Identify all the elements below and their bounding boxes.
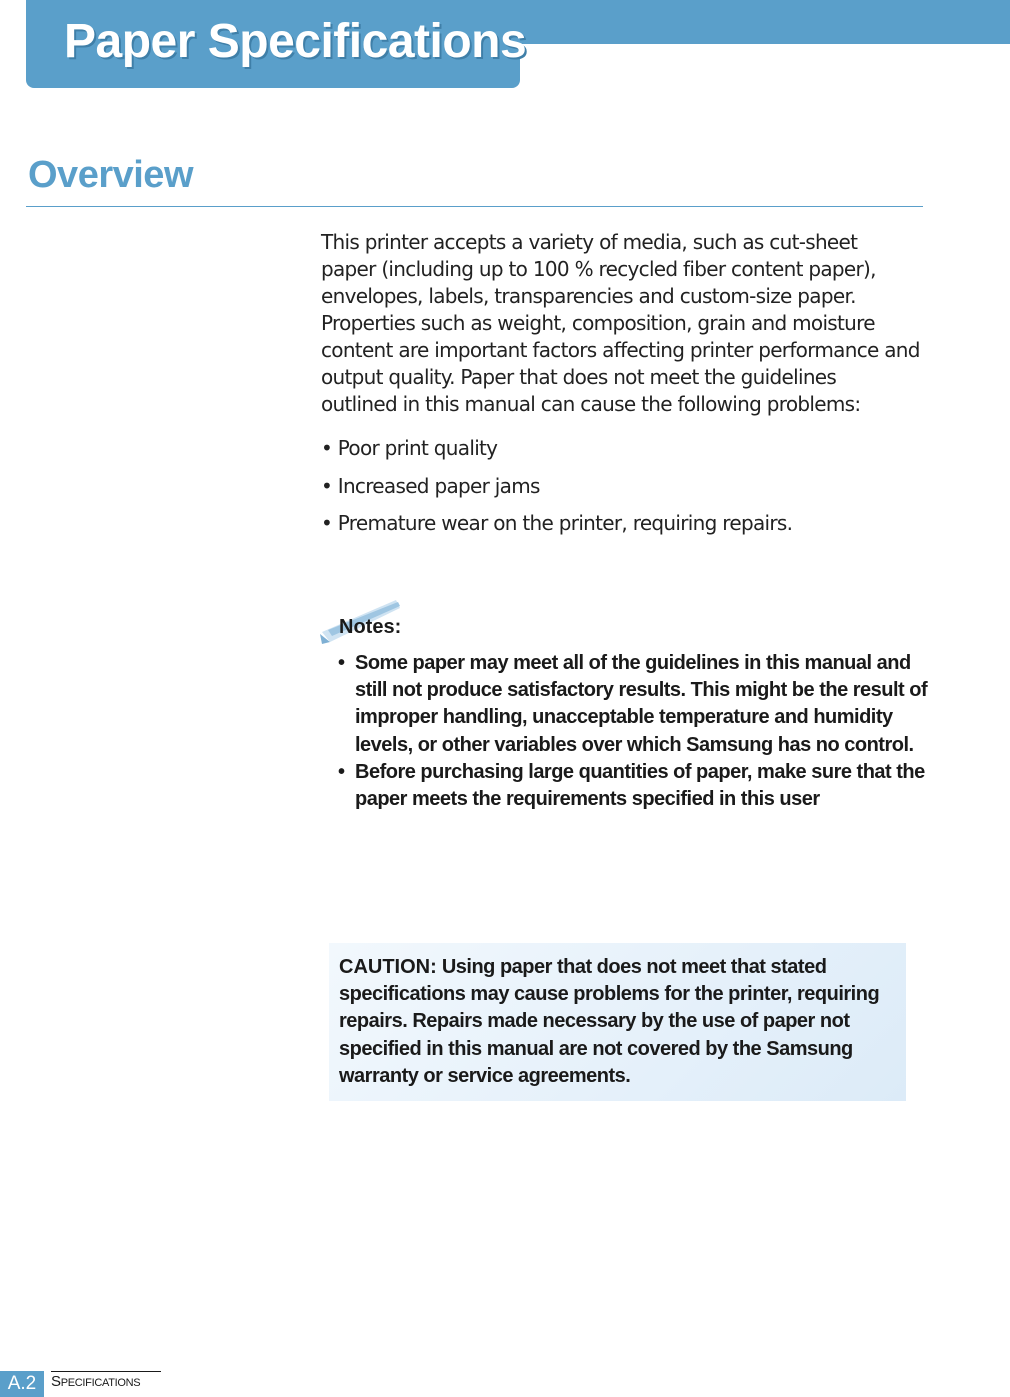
page-title: Paper Specifications [64,15,527,68]
section-heading: Overview [28,154,193,196]
problem-item: • Poor print quality [321,436,498,460]
chapter-label: Specifications [51,1373,141,1390]
section-divider [26,206,923,207]
caution-body: Using paper that does not meet that stated specifications may cause problems for the printer, requiring repairs. Repairs made necessary by the use of paper not specified in this manual are not covered by the Samsung warranty or service agreements. [339,956,880,1087]
title-bar [520,0,1010,44]
note-text: Some paper may meet all of the guidelines in this manual and still not produce satisfactory results. This might be the result of improper handling, unacceptable temperature and humidity levels, or other variables over which Samsung has no control. [355,652,928,756]
intro-line: paper (including up to 100 % recycled fiber content paper), [321,257,876,281]
note-text: Before purchasing large quantities of paper, make sure that the paper meets the requirements specified in this user [355,760,925,811]
intro-line: envelopes, labels, transparencies and custom-size paper. [321,284,856,308]
problem-list [321,433,921,546]
intro-line: outlined in this manual can cause the following problems: [321,392,861,416]
notes-list [338,650,928,813]
footer-divider [51,1371,161,1372]
intro-paragraph [321,229,931,418]
intro-line: Properties such as weight, composition, grain and moisture [321,311,875,335]
page-number: A.2 [0,1371,44,1397]
problem-item: • Increased paper jams [321,473,540,498]
caution-text [339,954,901,1090]
notes-title: Notes: [339,616,402,638]
bullet-icon: • [338,652,345,674]
intro-line: content are important factors affecting printer performance and [321,338,920,362]
note-item [338,650,928,759]
caution-label: CAUTION: [339,956,437,978]
problem-item: • Premature wear on the printer, requiring repairs. [321,511,793,535]
note-item [338,759,928,813]
intro-line: This printer accepts a variety of media, such as cut-sheet [321,230,858,254]
bullet-icon: • [338,760,345,783]
intro-line: output quality. Paper that does not meet the guidelines [321,365,837,389]
